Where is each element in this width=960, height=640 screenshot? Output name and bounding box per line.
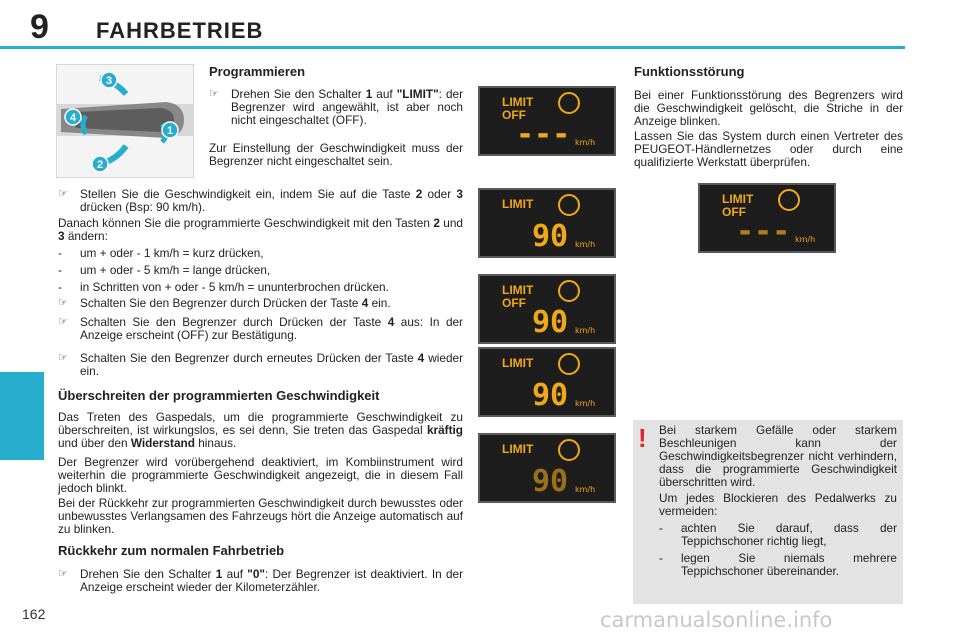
stalk-label-2: [92, 156, 108, 172]
funktionsstoerung-para-1: Bei einer Funktionsstörung des Begrenzers wird die Geschwindigkeit gelöscht, die Striche in der Anzeige blinken.: [634, 88, 903, 128]
speedometer-icon: [558, 280, 580, 302]
speed-limiter-stalk-illustration: [56, 64, 194, 178]
hand-pointer-icon: ☞: [58, 188, 68, 200]
chapter-number: 9: [30, 8, 49, 46]
ueberschreiten-para-2: Der Begrenzer wird vorübergehend deaktiviert, im Kombiinstrument wird weiterhin die programmierte Geschwindigkeit angezeigt, die in diesem Fall jedoch blinkt.: [58, 455, 463, 495]
warning-para-2: Um jedes Blockieren des Pedalwerks zu vermeiden:: [659, 491, 897, 518]
warning-exclamation-icon: !: [638, 423, 647, 453]
display-limit-90-blinking: LIMIT 90 km/h: [478, 433, 616, 503]
programmieren-para-1: Zur Einstellung der Geschwindigkeit muss der Begrenzer nicht eingeschaltet sein.: [209, 141, 463, 168]
display-limit-90: LIMIT 90 km/h: [478, 188, 616, 258]
display-limit-off-90: LIMIT OFF 90 km/h: [478, 274, 616, 344]
chapter-side-tab: [0, 372, 44, 460]
svg-text:4: 4: [69, 112, 77, 124]
hand-pointer-icon: ☞: [58, 297, 68, 309]
funktionsstoerung-heading: Funktionsstörung: [634, 64, 745, 79]
speedometer-icon: [558, 92, 580, 114]
funktionsstoerung-para-2: Lassen Sie das System durch einen Vertreter des PEUGEOT-Händlernetzes oder durch eine qualifizierte Werkstatt überprüfen.: [634, 129, 903, 169]
hand-pointer-icon: ☞: [209, 88, 219, 100]
watermark: carmanualsonline.info: [600, 608, 833, 632]
speedometer-icon: [558, 439, 580, 461]
programmieren-para-2: Danach können Sie die programmierte Geschwindigkeit mit den Tasten 2 und 3 ändern:: [58, 216, 463, 243]
stalk-label-1: [162, 122, 178, 138]
stalk-label-4: [65, 109, 81, 125]
speedometer-icon: [778, 189, 800, 211]
svg-text:3: 3: [105, 75, 113, 87]
ueberschreiten-heading: Überschreiten der programmierten Geschwindigkeit: [58, 388, 380, 403]
rueckkehr-heading: Rückkehr zum normalen Fahrbetrieb: [58, 543, 285, 558]
hand-pointer-icon: ☞: [58, 352, 68, 364]
speedometer-icon: [558, 353, 580, 375]
page-number: 162: [22, 606, 46, 622]
hand-pointer-icon: ☞: [58, 568, 68, 580]
stalk-label-3: [101, 72, 117, 88]
warning-para-1: Bei starkem Gefälle oder starkem Beschleunigen kann der Geschwindigkeitsbegrenzer nicht verhindern, dass die programmierte Geschwindigkeit überschritten wird.: [659, 423, 897, 489]
chapter-title: FAHRBETRIEB: [96, 18, 264, 43]
svg-text:2: 2: [96, 159, 104, 171]
ueberschreiten-para-1: Das Treten des Gaspedals, um die programmierte Geschwindigkeit zu überschreiten, ist wirkungslos, es sei denn, Sie treten das Gaspedal kräftig und über den Widerstand hinaus.: [58, 410, 463, 450]
display-limit-90-active: LIMIT 90 km/h: [478, 347, 616, 417]
hand-pointer-icon: ☞: [58, 316, 68, 328]
header-rule: [0, 46, 905, 49]
svg-text:1: 1: [166, 125, 174, 137]
ueberschreiten-para-3: Bei der Rückkehr zur programmierten Geschwindigkeit durch bewusstes oder unbewusstes Verlangsamen des Fahrzeugs hört die Anzeige automatisch auf zu blinken.: [58, 496, 463, 536]
programmieren-heading: Programmieren: [209, 64, 306, 79]
display-fault-dashes: LIMIT OFF --- km/h: [698, 183, 836, 253]
speedometer-icon: [558, 194, 580, 216]
display-limit-off-dashes: LIMIT OFF --- km/h: [478, 86, 616, 156]
